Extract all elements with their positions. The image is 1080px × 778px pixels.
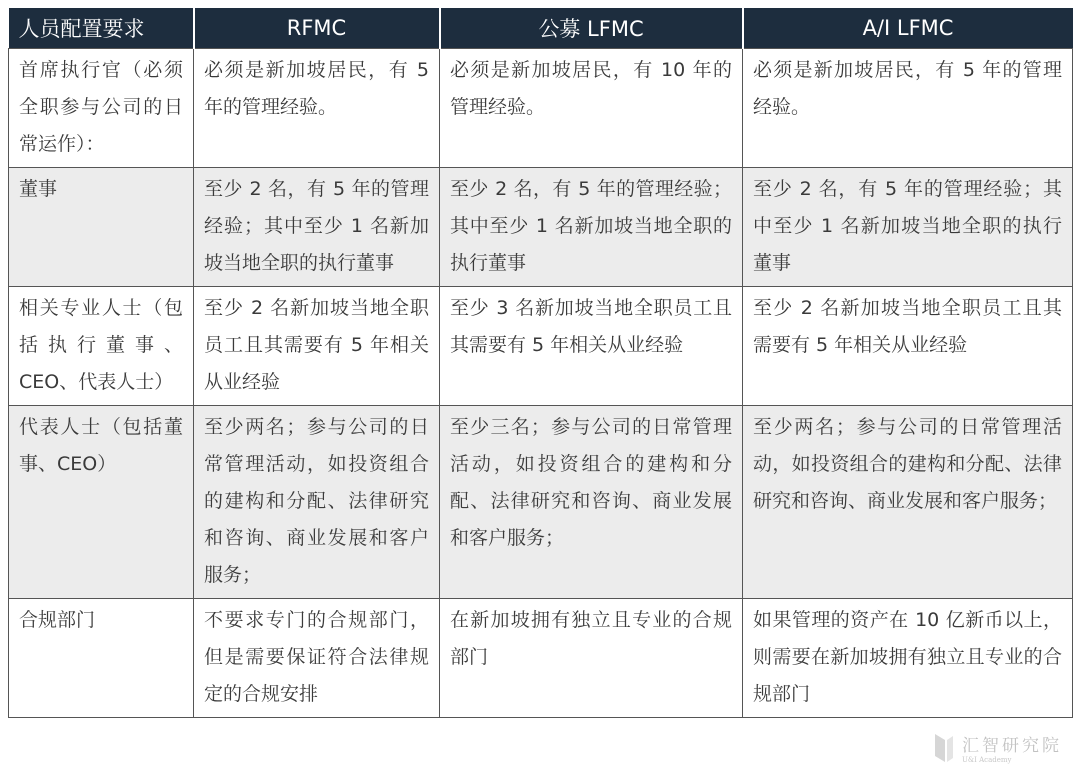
table-cell: 至少 2 名，有 5 年的管理经验；其中至少 1 名新加坡当地全职的执行董事 — [194, 168, 440, 287]
table-cell: 至少 2 名，有 5 年的管理经验；其中至少 1 名新加坡当地全职的执行董事 — [440, 168, 743, 287]
table-cell: 至少 3 名新加坡当地全职员工且其需要有 5 年相关从业经验 — [440, 287, 743, 406]
requirements-table — [8, 8, 1073, 718]
table-cell: 必须是新加坡居民，有 5 年的管理经验。 — [743, 49, 1073, 168]
watermark-name: 汇智研究院 — [962, 736, 1062, 756]
header-row — [9, 8, 1073, 49]
watermark-subtitle: U&I Academy — [962, 756, 1012, 764]
table-cell: 必须是新加坡居民，有 5 年的管理经验。 — [194, 49, 440, 168]
table-row — [9, 599, 1073, 718]
watermark — [932, 731, 1062, 764]
row-label: 董事 — [9, 168, 194, 287]
table-cell: 至少两名；参与公司的日常管理活动，如投资组合的建构和分配、法律研究和咨询、商业发展和客户服务； — [194, 406, 440, 599]
row-label: 首席执行官（必须全职参与公司的日常运作）： — [9, 49, 194, 168]
academy-logo-icon — [932, 732, 956, 764]
header-cell-public-lfmc: 公募 LFMC — [440, 8, 743, 49]
table-cell: 必须是新加坡居民，有 10 年的管理经验。 — [440, 49, 743, 168]
table-row — [9, 406, 1073, 599]
table-cell: 至少两名；参与公司的日常管理活动，如投资组合的建构和分配、法律研究和咨询、商业发展和客户服务； — [743, 406, 1073, 599]
table-cell: 至少三名；参与公司的日常管理活动，如投资组合的建构和分配、法律研究和咨询、商业发展和客户服务； — [440, 406, 743, 599]
header-cell-rfmc: RFMC — [194, 8, 440, 49]
table-cell: 至少 2 名新加坡当地全职员工且其需要有 5 年相关从业经验 — [194, 287, 440, 406]
row-label: 合规部门 — [9, 599, 194, 718]
table-cell: 至少 2 名，有 5 年的管理经验；其中至少 1 名新加坡当地全职的执行董事 — [743, 168, 1073, 287]
table-cell: 不要求专门的合规部门，但是需要保证符合法律规定的合规安排 — [194, 599, 440, 718]
header-cell-ai-lfmc: A/I LFMC — [743, 8, 1073, 49]
table-row — [9, 168, 1073, 287]
table-cell: 至少 2 名新加坡当地全职员工且其需要有 5 年相关从业经验 — [743, 287, 1073, 406]
table-row — [9, 49, 1073, 168]
table-cell: 如果管理的资产在 10 亿新币以上，则需要在新加坡拥有独立且专业的合规部门 — [743, 599, 1073, 718]
header-cell-requirement: 人员配置要求 — [9, 8, 194, 49]
table-cell: 在新加坡拥有独立且专业的合规部门 — [440, 599, 743, 718]
table-row — [9, 287, 1073, 406]
row-label: 代表人士（包括董事、CEO） — [9, 406, 194, 599]
row-label: 相关专业人士（包括执行董事、CEO、代表人士） — [9, 287, 194, 406]
